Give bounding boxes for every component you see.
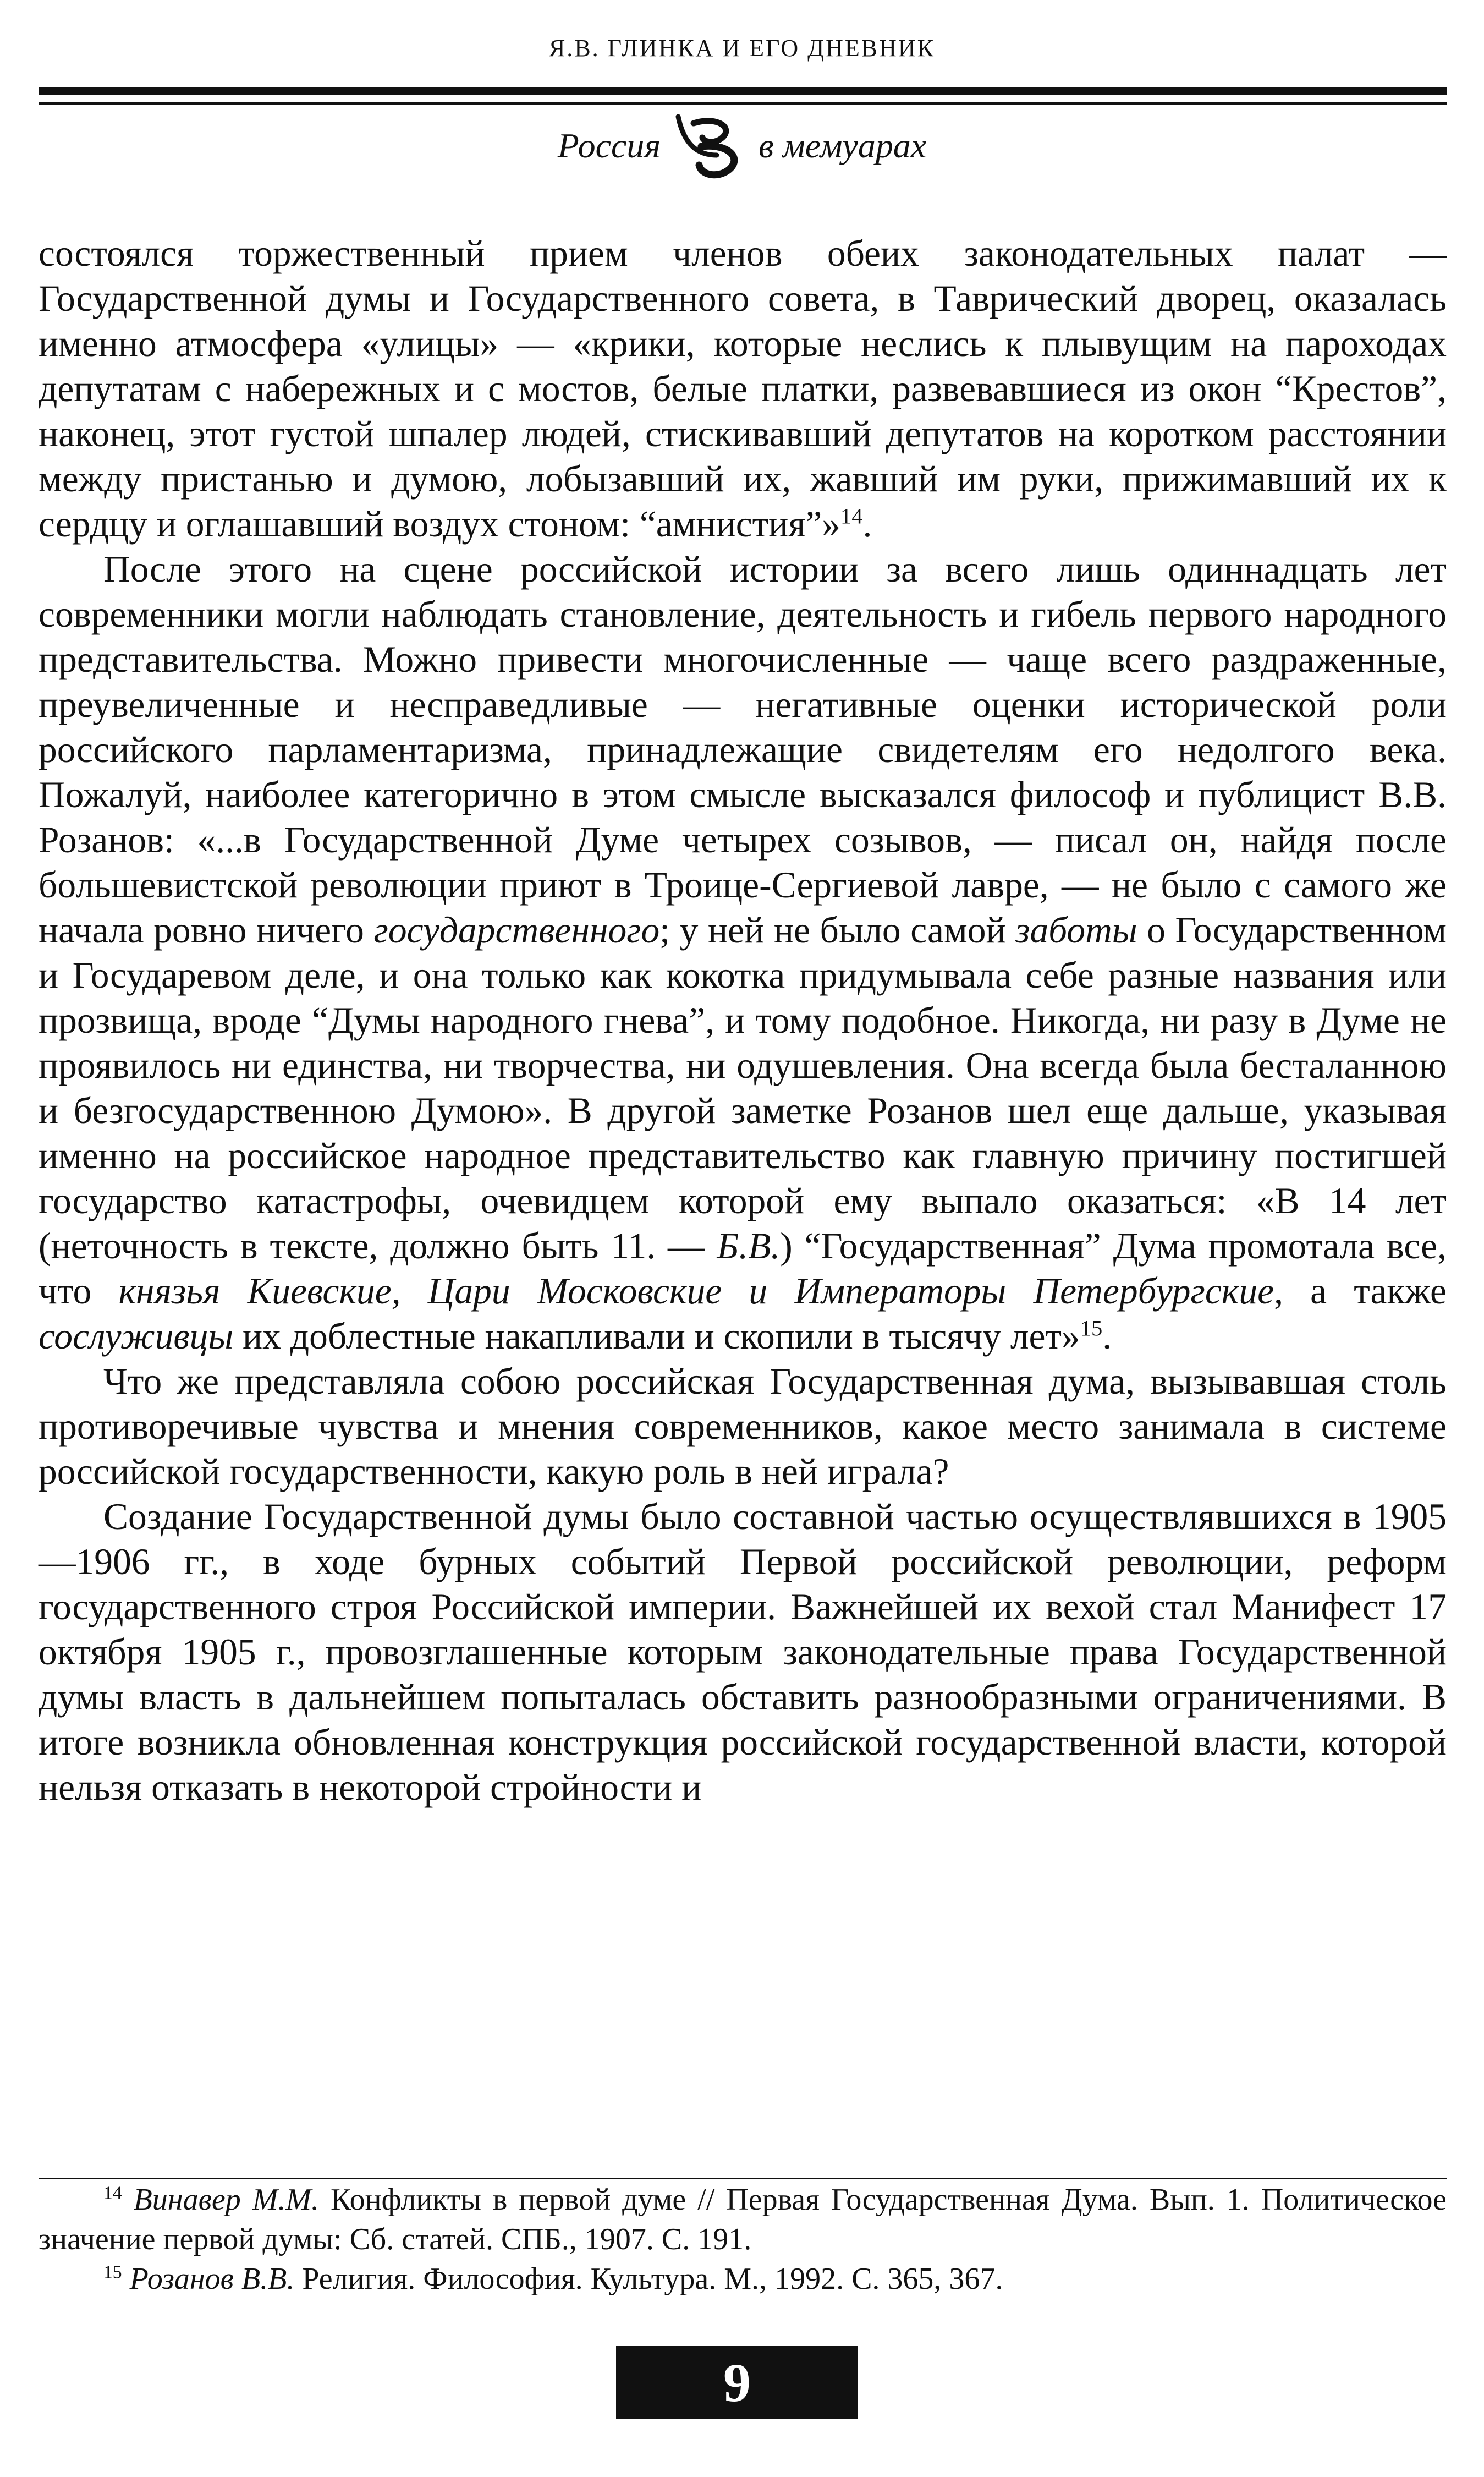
running-title: Я.В. ГЛИНКА И ЕГО ДНЕВНИК <box>548 35 936 62</box>
series-title-right: в мемуарах <box>759 126 927 165</box>
paragraph-2: После этого на сцене российской истории за всего лишь одиннадцать лет современники могли наблюдать становление, деятельность и гибель первого народного представительства. Можно привести многочисленные — чаще всего раздраженные, преувеличенные и несправедливые — негативные оценки исторической роли российского парламентаризма, принадлежащие свидетелям его недолгого века. Пожалуй, наиболее категорично в этом смысле высказался философ и публицист В.В. Розанов: «...в Государственной Думе четырех созывов, — писал он, найдя после большевистской революции приют в Троице-Сергиевой лавре, — не было с самого же начала ровно ничего государственного; у ней не было самой заботы о Государственном и Государевом деле, и она только как кокотка придумывала себе разные названия или прозвища, вроде “Думы народного гнева”, и тому подобное. Никогда, ни разу в Думе не проявилось ни единства, ни творчества, ни одушевления. Она всегда была бесталанною и безгосударственною Думою». В другой заметке Розанов шел еще дальше, указывая именно на российское народное представительство как главную причину постигшей государство катастрофы, очевидцем которой ему выпало оказаться: «В 14 лет (неточность в тексте, должно быть 11. — Б.В.) “Государственная” Дума промотала все, что князья Киевские, Цари Московские и Императоры Петербургские, а также сослуживцы их доблестные накапливали и скопили в тысячу лет»$^{15}$. <box>39 549 1447 1357</box>
footnote-14: $^{14}$ Винавер М.М. Конфликты в первой думе // Первая Государственная Дума. Вып. 1. Политическое значение первой думы: Сб. статей. СПБ., 1907. С. 191. <box>39 2183 1447 2256</box>
footnote-divider <box>39 2178 1447 2179</box>
footnote-ref-15: 15 <box>1080 1316 1103 1341</box>
footnote-15: $^{15}$ Розанов В.В. Религия. Философия. Культура. М., 1992. С. 365, 367. <box>103 2262 1003 2296</box>
footnotes <box>39 2180 1447 2299</box>
main-text <box>39 231 1447 1810</box>
series-title-left: Россия <box>557 126 661 165</box>
page-number: 9 <box>616 2346 858 2419</box>
ornamental-monogram-icon <box>668 110 751 182</box>
series-title <box>0 110 1484 182</box>
paragraph-4: Создание Государственной думы было составной частью осуществлявшихся в 1905—1906 гг., в ходе бурных событий Первой российской революции, реформ государственного строя Российской империи. Важнейшей их вехой стал Манифест 17 октября 1905 г., провозглашенные которым законодательные права Государственной думы власть в дальнейшем попыталась обставить разнообразными ограничениями. В итоге возникла обновленная конструкция российской государственной власти, которой нельзя отказать в некоторой стройности и <box>39 1496 1447 1808</box>
paragraph-1: состоялся торжественный прием членов обеих законодательных палат — Государственной думы и Государственного совета, в Таврический дворец, оказалась именно атмосфера «улицы» — «крики, которые неслись к плывущим на пароходах депутатам с набережных и с мостов, белые платки, развевавшиеся из окон “Крестов”, наконец, этот густой шпалер людей, стискивавший депутатов на коротком расстоянии между пристанью и думою, лобызавший их, жавший им руки, прижимавший их к сердцу и оглашавший воздух стоном: “амнистия”»$^{14}$. <box>39 233 1447 545</box>
header-rule-thick <box>39 87 1447 95</box>
header-rule-thin <box>39 102 1447 105</box>
footnote-ref-14: 14 <box>840 503 863 529</box>
paragraph-3: Что же представляла собою российская Государственная дума, вызывавшая столь противоречивые чувства и мнения современников, какое место занимала в системе российской государственности, какую роль в ней играла? <box>39 1361 1447 1492</box>
